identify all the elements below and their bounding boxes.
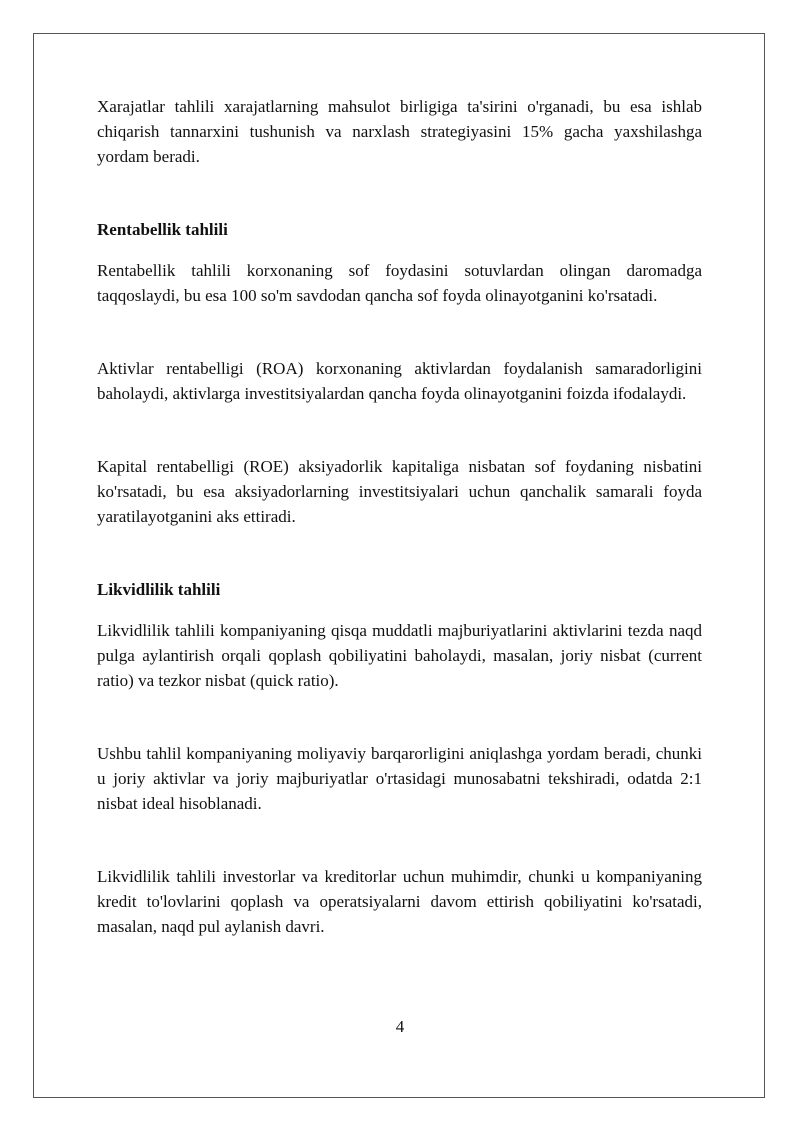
paragraph-roa: Aktivlar rentabelligi (ROA) korxonaning aktivlardan foydalanish samaradorligini baholaydi, aktivlarga investitsiyalardan qancha foyda olinayotganini foizda ifodalaydi. [97, 359, 702, 403]
paragraph-financial-stability: Ushbu tahlil kompaniyaning moliyaviy barqarorligini aniqlashga yordam beradi, chunki u joriy aktivlar va joriy majburiyatlar o'rtasidagi munosabatni tekshiradi, odatda 2:1 nisbat ideal hisoblanadi. [97, 744, 702, 813]
paragraph-investors-creditors: Likvidlilik tahlili investorlar va kreditorlar uchun muhimdir, chunki u kompaniyaning kredit to'lovlarini qoplash va operatsiyalarni davom ettirish qobiliyatini ko'rsatadi, masalan, naqd pul aylanish davri. [97, 867, 702, 936]
paragraph-liquidity-analysis: Likvidlilik tahlili kompaniyaning qisqa muddatli majburiyatlarini aktivlarini tezda naqd pulga aylantirish orqali qoplash qobiliyatini baholaydi, masalan, joriy nisbat (current ratio) va tezkor nisbat (quick ratio). [97, 621, 702, 690]
page-content [97, 94, 702, 939]
heading-liquidity-analysis: Likvidlilik tahlili [97, 580, 221, 599]
paragraph-profitability-analysis: Rentabellik tahlili korxonaning sof foydasini sotuvlardan olingan daromadga taqqoslaydi, bu esa 100 so'm savdodan qancha sof foyda olinayotganini ko'rsatadi. [97, 261, 702, 305]
heading-profitability-analysis: Rentabellik tahlili [97, 220, 228, 239]
page-number: 4 [395, 1017, 405, 1036]
paragraph-roe: Kapital rentabelligi (ROE) aksiyadorlik kapitaliga nisbatan sof foydaning nisbatini ko'rsatadi, bu esa aksiyadorlarning investitsiyalari uchun qanchalik samarali foyda yaratilayotganini aks ettiradi. [97, 457, 702, 526]
paragraph-cost-analysis: Xarajatlar tahlili xarajatlarning mahsulot birligiga ta'sirini o'rganadi, bu esa ishlab chiqarish tannarxini tushunish va narxlash strategiyasini 15% gacha yaxshilashga yordam beradi. [97, 97, 702, 166]
